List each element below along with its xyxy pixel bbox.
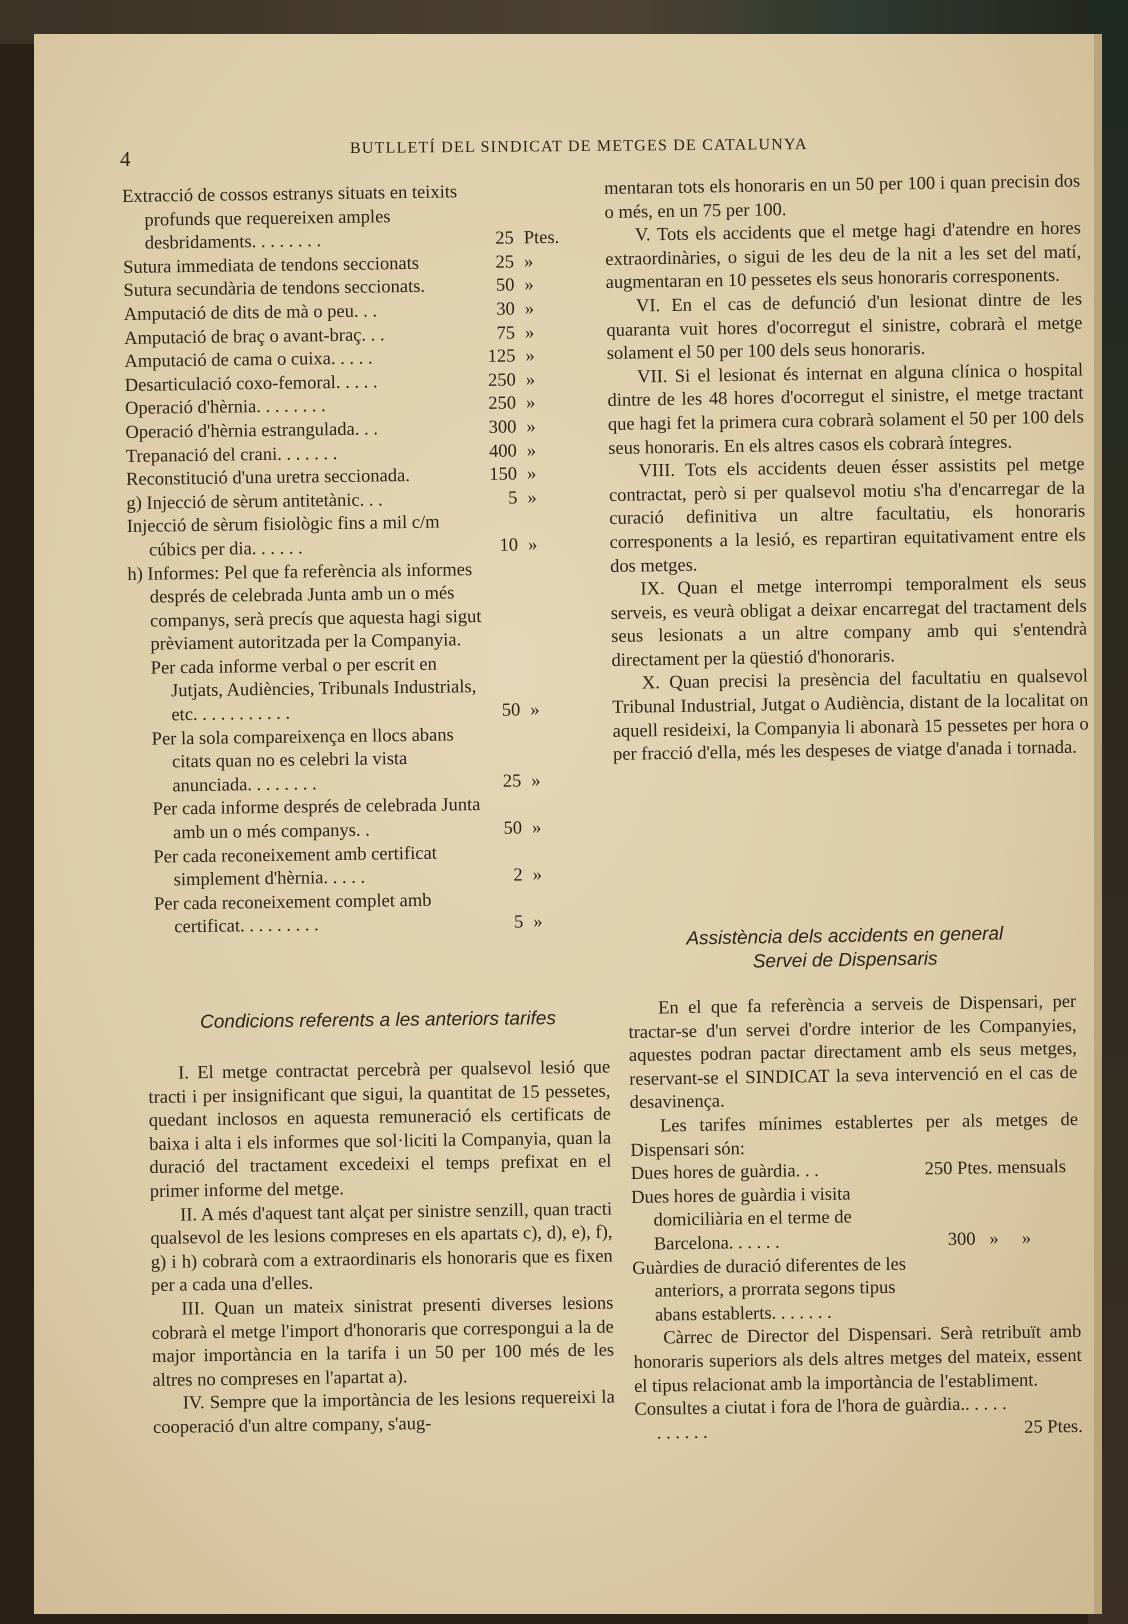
report-tariff-row [129, 651, 595, 728]
tariff-unit: » [523, 252, 534, 273]
dispensary-consult-row [634, 1392, 1083, 1446]
tariff-amount: 10 [499, 535, 519, 556]
tariff-amount: 50 [495, 275, 515, 297]
tariff-amount: 30 [496, 299, 515, 320]
tariff-amount: 250 [487, 370, 516, 391]
tariff-row [127, 510, 593, 564]
dispensary-director: Càrrec de Director del Dispensari. Serà retribuït amb honoraris superiors als dels altres metges del mateix, essent el tipus relacionat amb la importància de l'establiment. [633, 1322, 1082, 1397]
reports-intro: h) Informes: Pel que fa referència als informes després de celebrada Junta amb un o més companys, serà precís que aquesta hagi sigut prèviament autoritzada per la Companyia. [127, 559, 482, 655]
condition-paragraph: VIII. Tots els accidents deuen ésser assistits pel metge contractat, però si per qualsevol motiu s'ha d'encarregar de la curació definitiva un altre facultatiu, els honoraris corresponents a la lesió, es repartiran equitativament entre els dos metges. [608, 454, 1086, 577]
dispensary-tariff-label: Guàrdies de duració diferentes de les anteriors, a prorrata segons tipus abans establerts. . . . . . . [632, 1254, 911, 1326]
report-tariff-amount: 50 [501, 700, 521, 721]
tariff-unit: Ptes. [523, 228, 560, 249]
condition-paragraph: mentaran tots els honoraris en un 50 per 100 i quan precisin dos o més, en un 75 per 100. [604, 171, 1081, 223]
report-tariff-label: Per cada reconeixement complet amb certificat. . . . . . . . . [153, 890, 437, 938]
dispensary-tariff-label: Dues hores de guàrdia. . . [630, 1161, 819, 1185]
tariff-label: Operació d'hèrnia. . . . . . . . [124, 396, 326, 420]
dispensary-tariff-value: 250 Ptes. mensuals [924, 1157, 1067, 1180]
tariff-amount: 75 [496, 323, 516, 344]
report-tariff-unit: » [531, 771, 541, 792]
tariff-unit: » [525, 346, 535, 367]
tariff-label: Injecció de sèrum fisiològic fins a mil c/m cúbics per dia. . . . . . [126, 512, 445, 561]
tariff-amount: 25 [495, 252, 515, 273]
dispensary-title-line2: Servei de Dispensaris [752, 948, 938, 973]
conditions-text [148, 1057, 615, 1441]
dispensary-consult-label: Consultes a ciutat i fora de l'hora de guàrdia.. . . . . . . . . . . [634, 1394, 1012, 1444]
tariff-label: Trepanació del crani. . . . . . . [125, 443, 338, 467]
tariff-unit: » [524, 322, 535, 343]
tariff-label: Desarticulació coxo-femoral. . . . . [124, 372, 378, 396]
tariff-unit: » [527, 487, 537, 509]
report-tariff-amount: 50 [503, 818, 523, 839]
tariff-label: Amputació de braç o avant-braç. . . [123, 324, 385, 349]
dispensary-tariff-row [631, 1180, 1080, 1258]
tariff-amount: 150 [489, 464, 518, 486]
tariff-unit: » [526, 464, 537, 485]
condition-paragraph: V. Tots els accidents que el metge hagi d'atendre en hores extraordinàries, o sigui de les deu de la nit a les set del matí, augmentaran en 10 pessetes els seus honoraris corresponents. [605, 218, 1082, 294]
running-title: BUTLLETÍ DEL SINDICAT DE METGES DE CATALUNYA [349, 136, 808, 157]
report-tariff-row [130, 722, 596, 799]
right-column [604, 171, 1089, 768]
dispensary-tariff-value: 300 » » [947, 1228, 1032, 1250]
tariff-label: Reconstitució d'una uretra seccionada. [125, 466, 411, 491]
report-tariff-unit: » [533, 912, 543, 933]
condition-paragraph: IV. Sempre que la importància de les lesions requereixi la cooperació d'un altre company, s'aug- [152, 1387, 615, 1438]
tariff-unit: » [525, 393, 536, 414]
report-tariff-label: Per la sola compareixença en llocs abans citats quan no es celebri la vista anunciada. . . . . . . . [151, 725, 459, 797]
dispensary-section [628, 991, 1083, 1446]
condition-paragraph: VII. Si el lesionat és internat en alguna clínica o hospital dintre de les 48 hores d'ocorregut el sinistre, el metge tractant que hagi fet la primera cura cobrarà solament el 50 per 100 dels seus honoraris. En els altres casos els cobrarà íntegres. [607, 360, 1084, 459]
condition-paragraph: I. El metge contractat percebrà per qualsevol lesió que tracti i per insignificant que sigui, la quantitat de 15 pessetes, quedant inclosos en aquesta remuneració els certificats de baixa i alta i els informes que sol·liciti la Companyia, quan la duració del tractament excedeixi el temps prefixat en el primer informe del metge. [148, 1057, 612, 1202]
tariff-unit: » [525, 370, 536, 391]
report-tariff-amount: 5 [513, 912, 524, 934]
report-tariff-amount: 2 [513, 865, 523, 886]
dispensary-title [640, 922, 1051, 976]
tariff-unit: » [527, 535, 538, 556]
tariff-label: Sutura secundària de tendons seccionats. [123, 277, 426, 302]
tariff-amount: 5 [508, 488, 518, 509]
tariff-amount: 125 [487, 346, 516, 368]
tariff-label: Sutura immediata de tendons seccionats [123, 253, 420, 278]
tariff-unit: » [526, 440, 537, 461]
tariff-label: Amputació de dits de mà o peu. . . [123, 301, 378, 325]
dispensary-tariff-row [632, 1250, 1081, 1328]
condition-paragraph: X. Quan precisi la presència del facultatiu en qualsevol Tribunal Industrial, Jutgat o Audiència, distant de la localitat on aquell resideixi, la Companyia li abonarà 15 pessetes per hora o per fracció d'ella, més les despeses de viatge d'anada i tornada. [612, 666, 1089, 766]
report-tariff-row [131, 840, 597, 894]
condition-paragraph: IX. Quan el metge interrompi temporalment els seus serveis, es veurà obligat a deixar encarregat del tractament dels seus lesionats a un altre company amb qui s'entendrà directament per la qüestió d'honoraris. [610, 572, 1088, 671]
tariff-label: Amputació de cama o cuixa. . . . . [124, 348, 373, 373]
report-tariff-row [132, 887, 598, 941]
report-tariff-unit: » [531, 818, 542, 839]
report-tariff-unit: » [530, 700, 540, 721]
condition-paragraph: III. Quan un mateix sinistrat presenti diverses lesions cobrarà el metge l'import d'honoraris que correspongui a la de major importància en la tarifa i un 50 per 100 més de les altres no compreses en l'apartat a). [151, 1293, 615, 1391]
tariff-label: g) Injecció de sèrum antitetànic. . . [126, 490, 383, 514]
report-tariff-label: Per cada reconeixement amb certificat simplement d'hèrnia. . . . . [153, 843, 442, 891]
report-tariff-unit: » [532, 865, 543, 886]
tariff-amount: 25 [495, 228, 514, 249]
report-tariff-row [131, 793, 597, 847]
page-number: 4 [120, 147, 131, 171]
condition-paragraph: VI. En el cas de defunció d'un lesionat dintre de les quaranta vuit hores d'ocorregut el sinistre, cobrarà el metge solament el 50 per 100 dels seus honoraris. [606, 289, 1083, 365]
left-column [122, 180, 597, 941]
dispensary-consult-value: 25 Ptes. [1024, 1416, 1083, 1438]
dispensary-title-line1: Assistència dels accidents en general [686, 923, 1004, 950]
tariff-amount: 250 [488, 393, 517, 415]
report-tariff-label: Per cada informe verbal o per escrit en Jutjats, Audiències, Tribunals Industrials, etc. . . . . . . . . . . [150, 654, 482, 726]
tariff-row [122, 180, 588, 257]
tariff-unit: » [524, 275, 534, 296]
dispensary-tariffs-intro: Les tarifes mínimes establertes per als metges de Dispensari són: [630, 1109, 1079, 1161]
tariff-label: Operació d'hèrnia estrangulada. . . [125, 419, 379, 443]
tariff-unit: » [524, 299, 535, 320]
report-tariff-label: Per cada informe després de celebrada Junta amb un o més companys. . [152, 795, 486, 844]
condition-paragraph: II. A més d'aquest tant alçat per sinistre senzill, quan tracti qualsevol de les lesions compreses en els apartats c), d), e), f), g) i h) cobrarà com a extraordinaris els honoraris que es fixen per a cada una d'elles. [150, 1199, 613, 1297]
tariff-amount: 400 [488, 441, 517, 462]
tariff-label: Extracció de cossos estranys situats en teixits profunds que requereixen amples desbridaments. . . . . . . . [122, 182, 462, 254]
tariff-unit: » [526, 417, 536, 438]
tariff-amount: 300 [488, 417, 517, 438]
dispensary-tariff-label: Dues hores de guàrdia i visita domiciliària en el terme de Barcelona. . . . . . [630, 1184, 857, 1255]
conditions-title: Condicions referents a les anteriors tarifes [199, 1008, 557, 1033]
report-tariff-amount: 25 [502, 771, 522, 792]
dispensary-intro: En el que fa referència a serveis de Dispensari, per tractar-se d'un servei d'ordre interior de les Companyies, aquestes podran pactar directament amb els seus metges, reservant-se el SINDICAT la seva intervenció en el cas de desavinença. [628, 991, 1078, 1114]
